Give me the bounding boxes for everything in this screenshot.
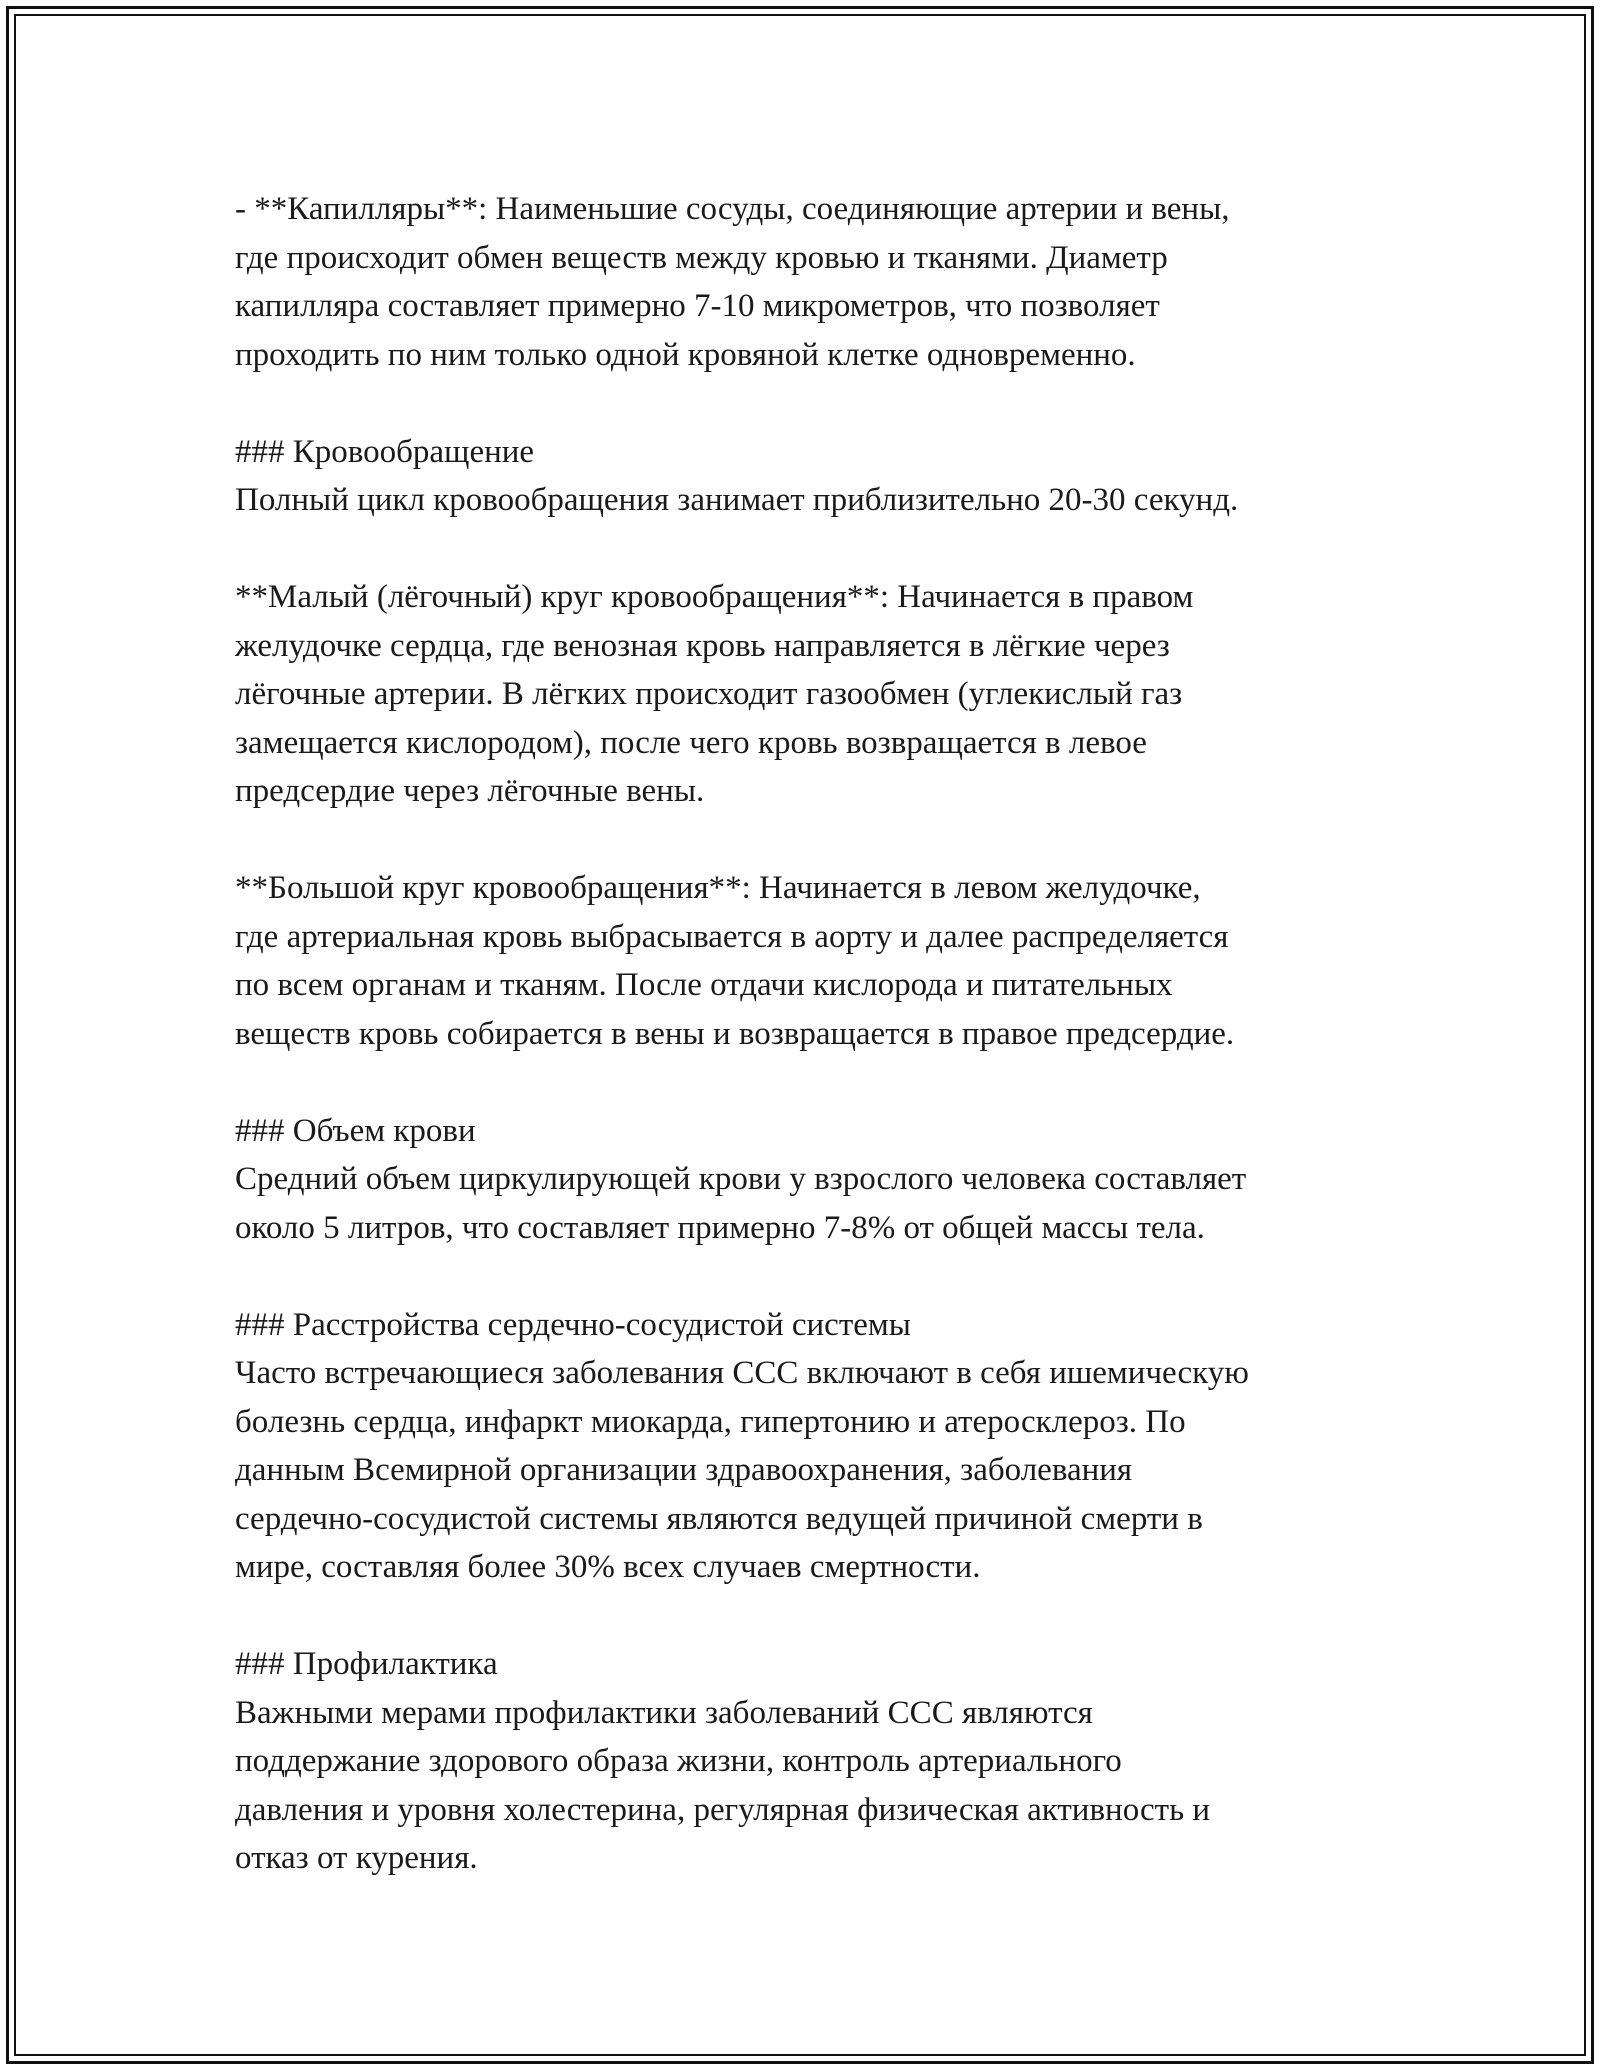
circulation-heading: ### Кровообращение	[235, 433, 535, 470]
disorders-paragraph: Часто встречающиеся заболевания ССС включают в себя ишемическую болезнь сердца, инфаркт миокарда, гипертонию и атеросклероз. По данным Всемирной организации здравоохранения, заболевания сердечно-сосудистой системы являются ведущей причиной смерти в мире, составляя более 30% всех случаев смертности.	[235, 1355, 1249, 1585]
disorders-heading: ### Расстройства сердечно-сосудистой системы	[235, 1306, 911, 1343]
prevention-paragraph: Важными мерами профилактики заболеваний ССС являются поддержание здорового образа жизни, контроль артериального давления и уровня холестерина, регулярная физическая активность и отказ от курения.	[235, 1694, 1211, 1876]
document-body	[235, 185, 1385, 1883]
circulation-paragraph: Полный цикл кровообращения занимает приблизительно 20-30 секунд.	[235, 482, 1239, 518]
systemic-circulation-paragraph: **Большой круг кровообращения**: Начинается в левом желудочке, где артериальная кровь выбрасывается в аорту и далее распределяется по всем органам и тканям. После отдачи кислорода и питательных веществ кровь собирается в вены и возвращается в правое предсердие.	[235, 870, 1235, 1052]
prevention-heading: ### Профилактика	[235, 1646, 498, 1682]
capillaries-paragraph: - **Капилляры**: Наименьшие сосуды, соединяющие артерии и вены, где происходит обмен веществ между кровью и тканями. Диаметр капилляра составляет примерно 7-10 микрометров, что позволяет проходить по ним только одной кровяной клетке одновременно.	[235, 191, 1230, 373]
blood-volume-paragraph: Средний объем циркулирующей крови у взрослого человека составляет около 5 литров, что составляет примерно 7-8% от общей массы тела.	[235, 1161, 1247, 1246]
blood-volume-heading: ### Объем крови	[235, 1112, 476, 1149]
pulmonary-circulation-paragraph: **Малый (лёгочный) круг кровообращения**: Начинается в правом желудочке сердца, где венозная кровь направляется в лёгкие через лёгочные артерии. В лёгких происходит газообмен (углекислый газ замещается кислородом), после чего кровь возвращается в левое предсердие через лёгочные вены.	[235, 579, 1194, 809]
